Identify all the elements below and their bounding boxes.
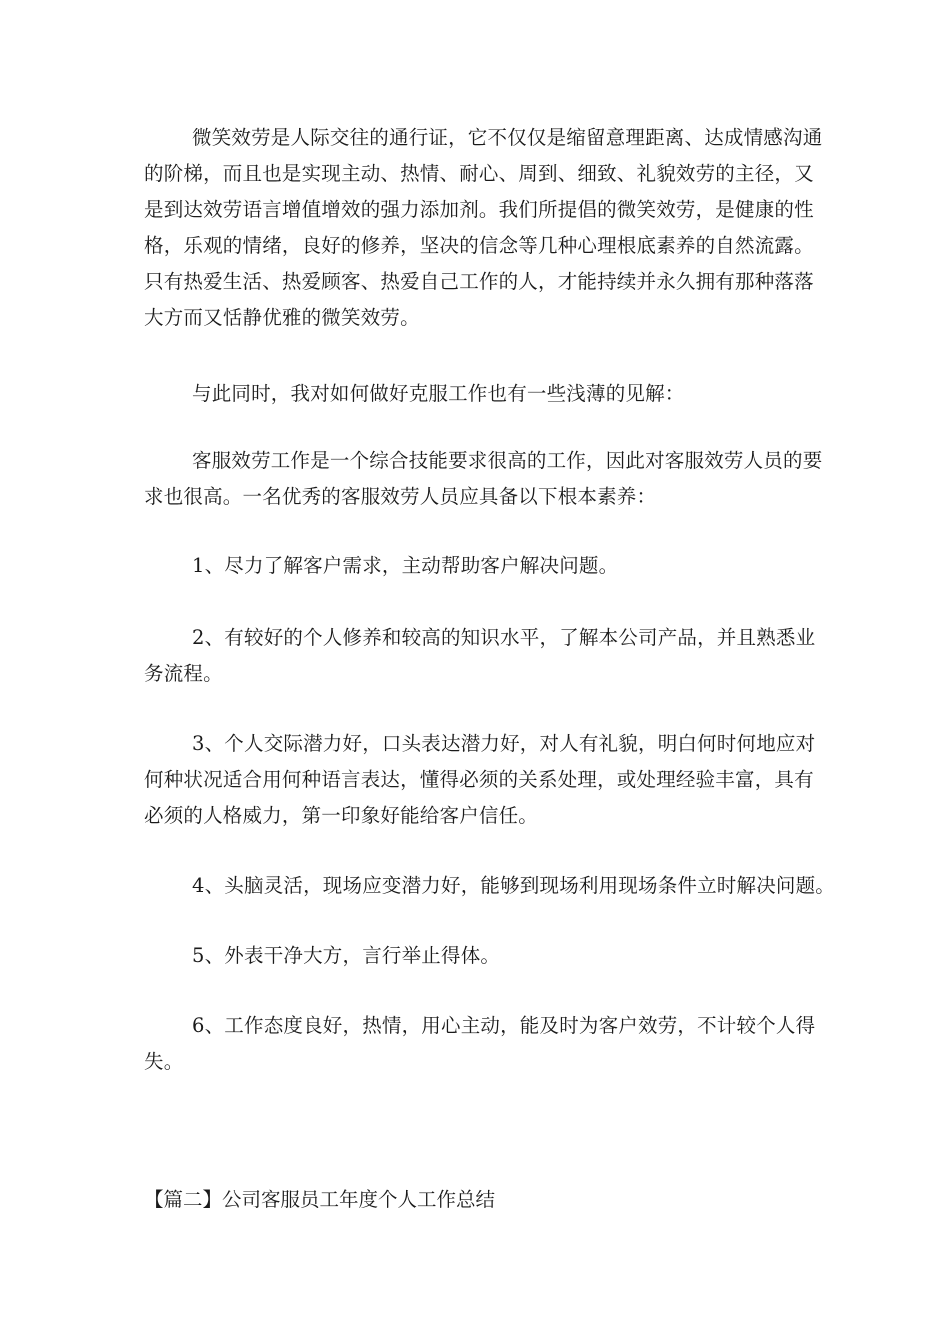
- paragraph-opinion-intro: [144, 376, 814, 412]
- text-line: 1、尽力了解客户需求，主动帮助客户解决问题。: [192, 554, 619, 577]
- text-line: 微笑效劳是人际交往的通行证，它不仅仅是缩留意理距离、达成情感沟通: [192, 126, 823, 149]
- text-line: 只有热爱生活、热爱顾客、热爱自己工作的人，才能持续并永久拥有那种落落: [144, 270, 814, 293]
- text-line: 2、有较好的个人修养和较高的知识水平，了解本公司产品，并且熟悉业: [192, 626, 816, 649]
- list-item-1: [144, 548, 814, 584]
- text-line: 务流程。: [144, 662, 223, 685]
- list-item-6: [144, 1008, 814, 1080]
- list-item-3: [144, 726, 814, 834]
- text-line: 6、工作态度良好，热情，用心主动，能及时为客户效劳，不计较个人得: [192, 1014, 816, 1037]
- text-line: 3、个人交际潜力好，口头表达潜力好，对人有礼貌，明白何时何地应对: [192, 732, 816, 755]
- list-item-2: [144, 620, 814, 692]
- text-line: 的阶梯，而且也是实现主动、热情、耐心、周到、细致、礼貌效劳的主径，又: [144, 162, 814, 185]
- text-line: 4、头脑灵活，现场应变潜力好，能够到现场利用现场条件立时解决问题。: [192, 874, 836, 897]
- text-line: 客服效劳工作是一个综合技能要求很高的工作，因此对客服效劳人员的要: [192, 449, 823, 472]
- text-line: 必须的人格威力，第一印象好能给客户信任。: [144, 804, 539, 827]
- list-item-4: [144, 868, 836, 904]
- list-item-5: [144, 938, 814, 974]
- text-line: 何种状况适合用何种语言表达，懂得必须的关系处理，或处理经验丰富，具有: [144, 768, 814, 791]
- text-line: 求也很高。一名优秀的客服效劳人员应具备以下根本素养：: [144, 485, 657, 508]
- paragraph-requirements-intro: [144, 443, 823, 515]
- section-heading: 【篇二】公司客服员工年度个人工作总结: [144, 1188, 496, 1211]
- paragraph-smile-service: [144, 120, 823, 336]
- text-line: 与此同时，我对如何做好克服工作也有一些浅薄的见解：: [192, 382, 685, 405]
- text-line: 是到达效劳语言增值增效的强力添加剂。我们所提倡的微笑效劳，是健康的性: [144, 198, 814, 221]
- text-line: 失。: [144, 1050, 184, 1073]
- text-line: 格，乐观的情绪，良好的修养，坚决的信念等几种心理根底素养的自然流露。: [144, 234, 814, 257]
- text-line: 大方而又恬静优雅的微笑效劳。: [144, 306, 420, 329]
- text-line: 5、外表干净大方，言行举止得体。: [192, 944, 501, 967]
